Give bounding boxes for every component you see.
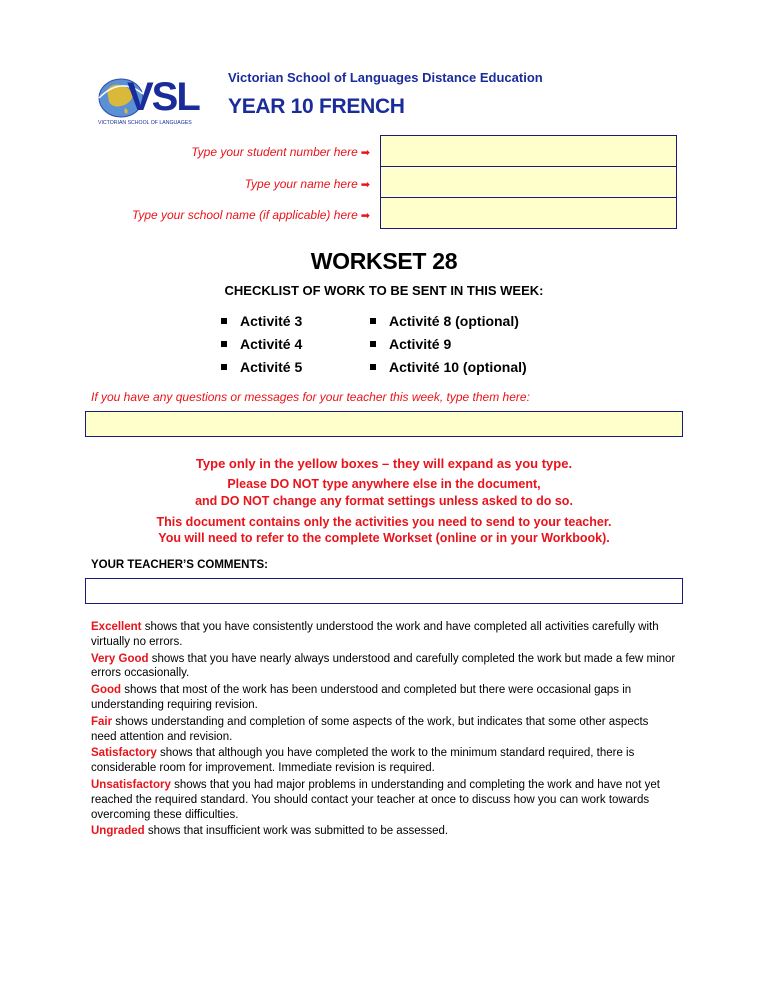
instruction-line: Type only in the yellow boxes – they will expand as you type. xyxy=(195,456,573,471)
instruction-line: Please DO NOT type anywhere else in the document, xyxy=(227,477,541,491)
grades-legend xyxy=(91,620,676,841)
teacher-comments-field[interactable] xyxy=(85,578,683,604)
logo-text: VSL xyxy=(127,75,199,119)
arrow-right-icon: ➡ xyxy=(360,179,370,191)
grade-definition: Satisfactory shows that although you have completed the work to the minimum standard required, there is considerable room for improvement. Immediate revision is required. xyxy=(91,747,635,775)
page-title: WORKSET 28 xyxy=(310,248,458,274)
checklist-item: Activité 8 (optional) xyxy=(370,313,519,329)
checklist-item: Activité 10 (optional) xyxy=(370,359,527,375)
grade-definition: Ungraded shows that insufficient work was submitted to be assessed. xyxy=(91,825,449,838)
student-name-label: Type your name here ➡ xyxy=(244,177,370,191)
student-name-field[interactable] xyxy=(380,166,677,198)
checklist-item: Activité 3 xyxy=(221,313,302,329)
teacher-comments-label: YOUR TEACHER’S COMMENTS: xyxy=(91,559,268,571)
bullet-icon xyxy=(370,318,376,324)
arrow-right-icon: ➡ xyxy=(360,147,370,159)
bullet-icon xyxy=(221,341,227,347)
questions-field[interactable] xyxy=(85,411,683,437)
grade-definition: Unsatisfactory shows that you had major problems in understanding and completing the work and have not yet reached the required standard. You should contact your teacher at once to discuss how you can work towards overcoming these difficulties. xyxy=(91,778,660,821)
grade-definition: Very Good shows that you have nearly always understood and carefully completed the work but made a few minor errors occasionally. xyxy=(91,652,676,680)
instruction-line: and DO NOT change any format settings unless asked to do so. xyxy=(195,494,573,508)
arrow-right-icon: ➡ xyxy=(360,210,370,222)
checklist-item: Activité 9 xyxy=(370,336,451,352)
instruction-line: This document contains only the activities you need to send to your teacher. xyxy=(156,515,612,529)
checklist-item: Activité 4 xyxy=(221,336,302,352)
school-name-field[interactable] xyxy=(380,197,677,229)
questions-prompt: If you have any questions or messages for your teacher this week, type them here: xyxy=(91,390,530,404)
checklist-item: Activité 5 xyxy=(221,359,302,375)
student-number-label: Type your student number here ➡ xyxy=(191,145,370,159)
bullet-icon xyxy=(221,364,227,370)
logo-subtext: VICTORIAN SCHOOL OF LANGUAGES xyxy=(98,120,192,126)
grade-definition: Excellent shows that you have consistently understood the work and have completed all activities carefully with virtually no errors. xyxy=(91,621,659,648)
grade-definition: Fair shows understanding and completion of some aspects of the work, but indicates that some other aspects need attention and revision. xyxy=(91,715,649,743)
vsl-logo xyxy=(97,68,215,126)
organization-name: Victorian School of Languages Distance Education xyxy=(228,70,543,85)
instruction-line: You will need to refer to the complete Workset (online or in your Workbook). xyxy=(158,531,610,545)
grade-definition: Good shows that most of the work has been understood and completed but there were occasional gaps in understanding requiring revision. xyxy=(91,684,632,711)
bullet-icon xyxy=(221,318,227,324)
school-name-label: Type your school name (if applicable) here ➡ xyxy=(131,208,370,222)
bullet-icon xyxy=(370,341,376,347)
subject-title: YEAR 10 FRENCH xyxy=(228,95,405,118)
checklist-heading: CHECKLIST OF WORK TO BE SENT IN THIS WEEK: xyxy=(224,283,544,298)
student-number-field[interactable] xyxy=(380,135,677,167)
bullet-icon xyxy=(370,364,376,370)
